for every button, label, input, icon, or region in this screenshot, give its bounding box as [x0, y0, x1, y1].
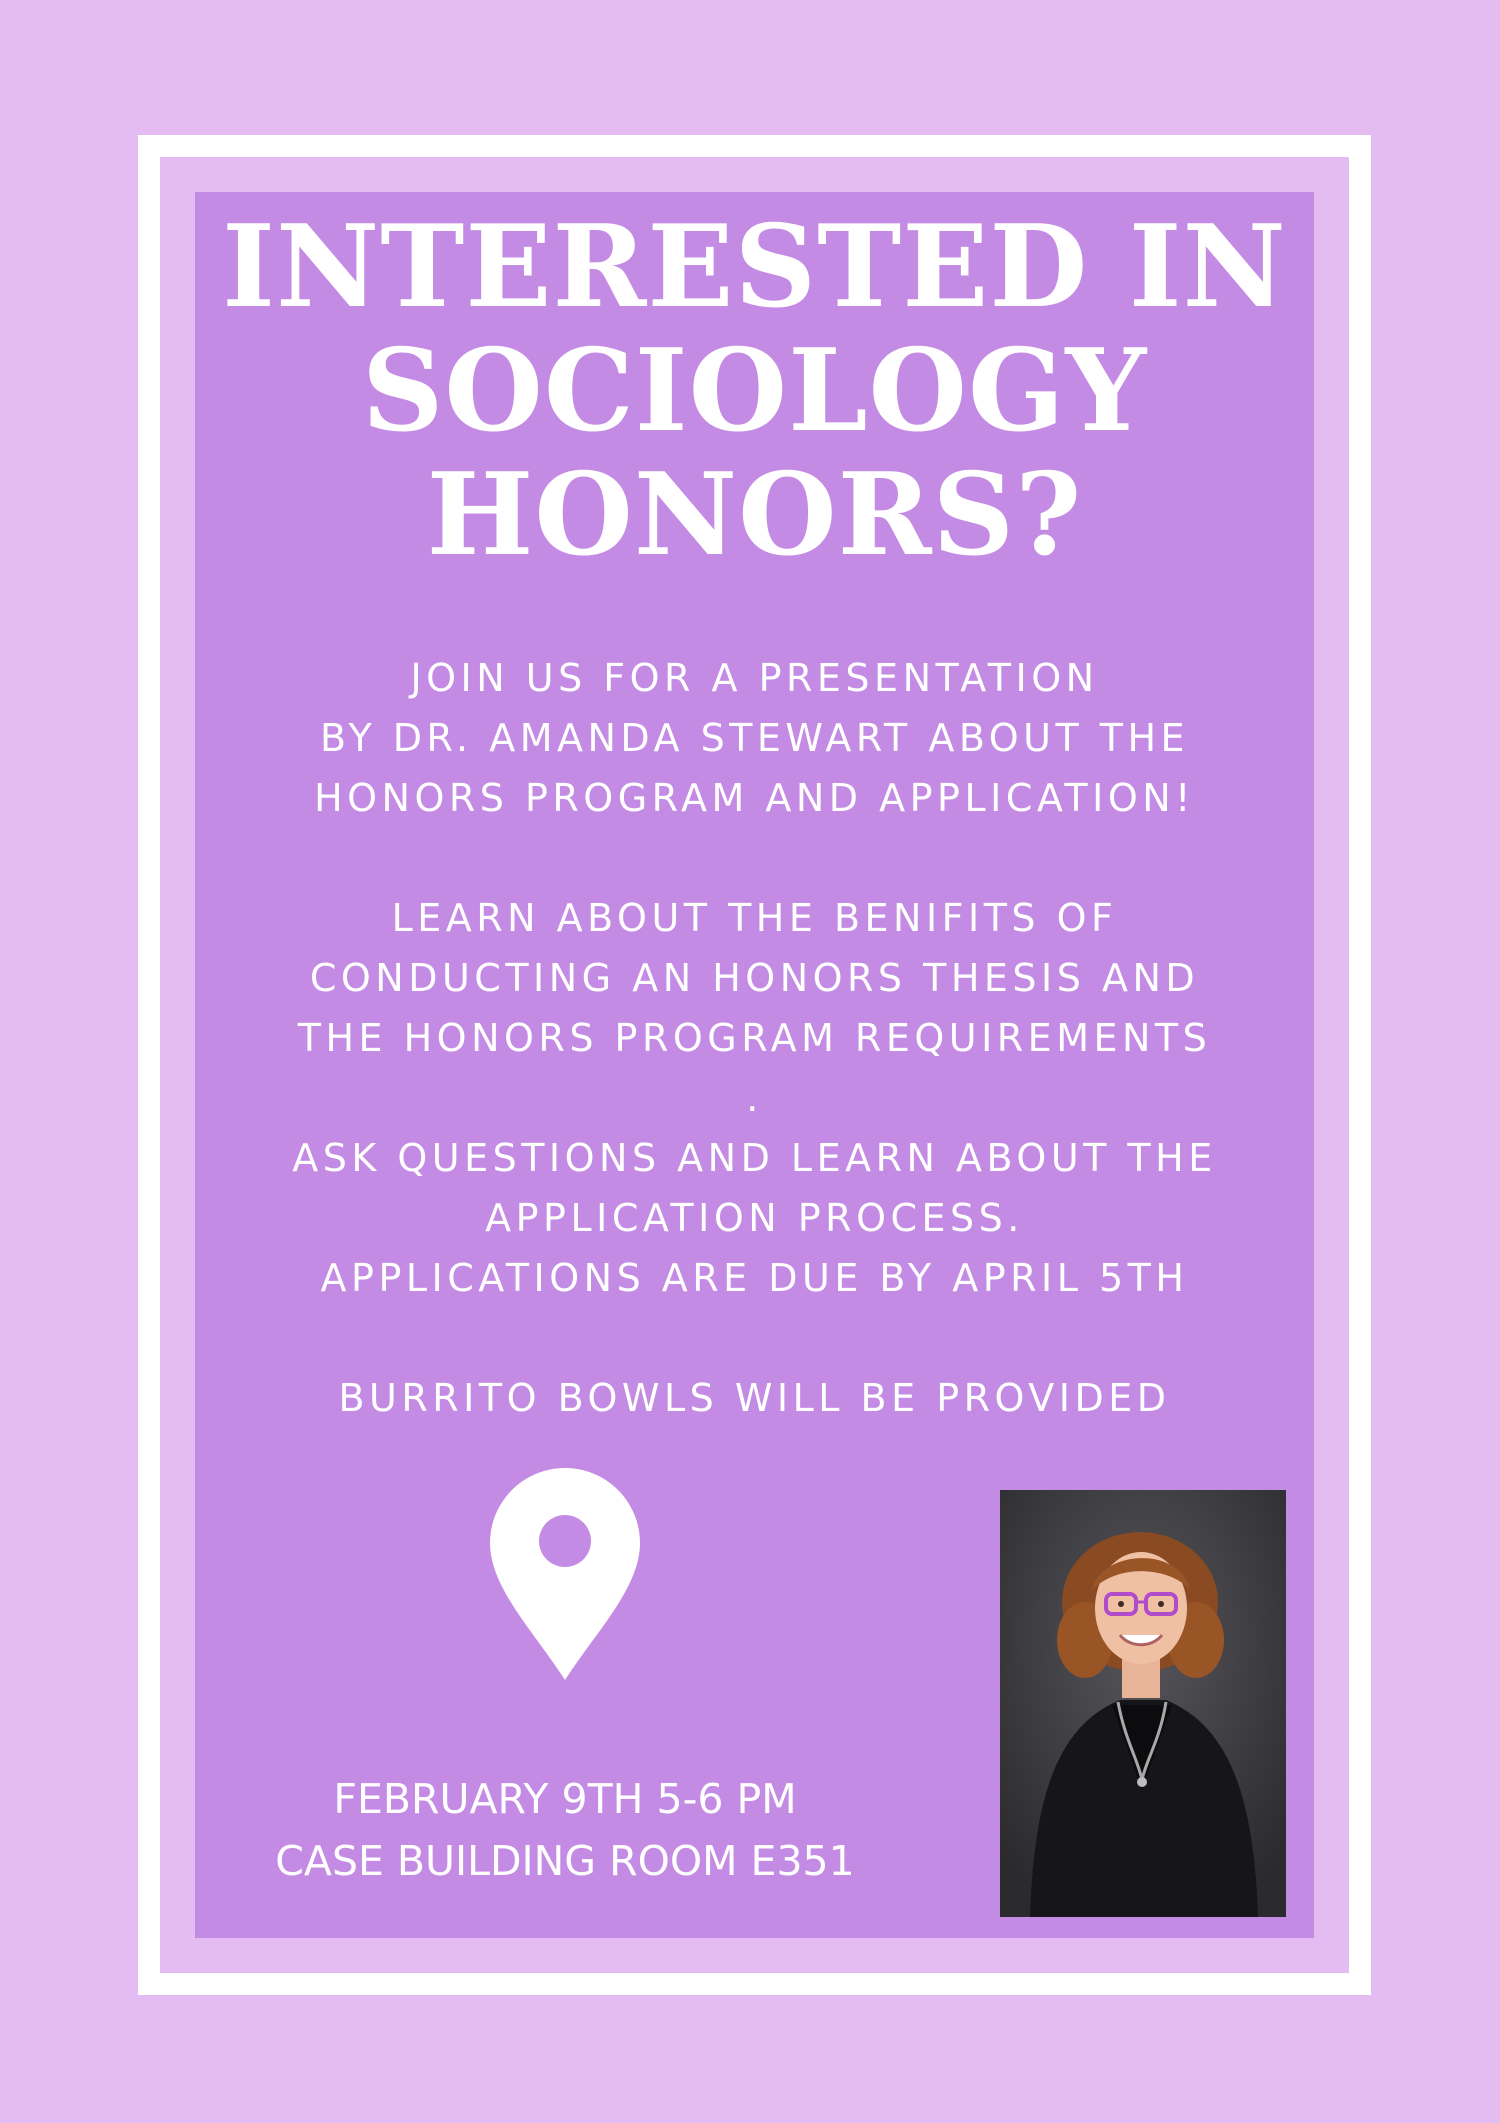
headline-line: INTERESTED IN	[222, 200, 1287, 333]
presenter-photo	[1000, 1490, 1286, 1917]
body-line: BURRITO BOWLS WILL BE PROVIDED	[338, 1376, 1171, 1420]
body-line	[195, 1308, 1314, 1368]
body-line: BY DR. AMANDA STEWART ABOUT THE	[319, 716, 1190, 760]
location-pin-icon	[490, 1468, 640, 1680]
body-line: JOIN US FOR A PRESENTATION	[410, 656, 1099, 700]
body-line	[195, 828, 1314, 888]
headline-line: HONORS?	[426, 448, 1083, 581]
body-line: ASK QUESTIONS AND LEARN ABOUT THE	[292, 1136, 1217, 1180]
body-line: HONORS PROGRAM AND APPLICATION!	[314, 776, 1195, 820]
body-line: APPLICATION PROCESS.	[485, 1196, 1024, 1240]
event-date-time: FEBRUARY 9TH 5-6 PM	[333, 1775, 797, 1823]
headline-line: SOCIOLOGY	[361, 324, 1148, 457]
event-location: CASE BUILDING ROOM E351	[275, 1837, 855, 1885]
flyer-headline	[195, 200, 1314, 581]
body-line: LEARN ABOUT THE BENIFITS OF	[391, 896, 1118, 940]
body-line: THE HONORS PROGRAM REQUIREMENTS	[297, 1016, 1212, 1060]
body-line: .	[746, 1076, 763, 1120]
event-details	[195, 1768, 935, 1892]
flyer-body-text	[195, 648, 1314, 1428]
body-line: APPLICATIONS ARE DUE BY APRIL 5TH	[320, 1256, 1189, 1300]
body-line: CONDUCTING AN HONORS THESIS AND	[309, 956, 1200, 1000]
